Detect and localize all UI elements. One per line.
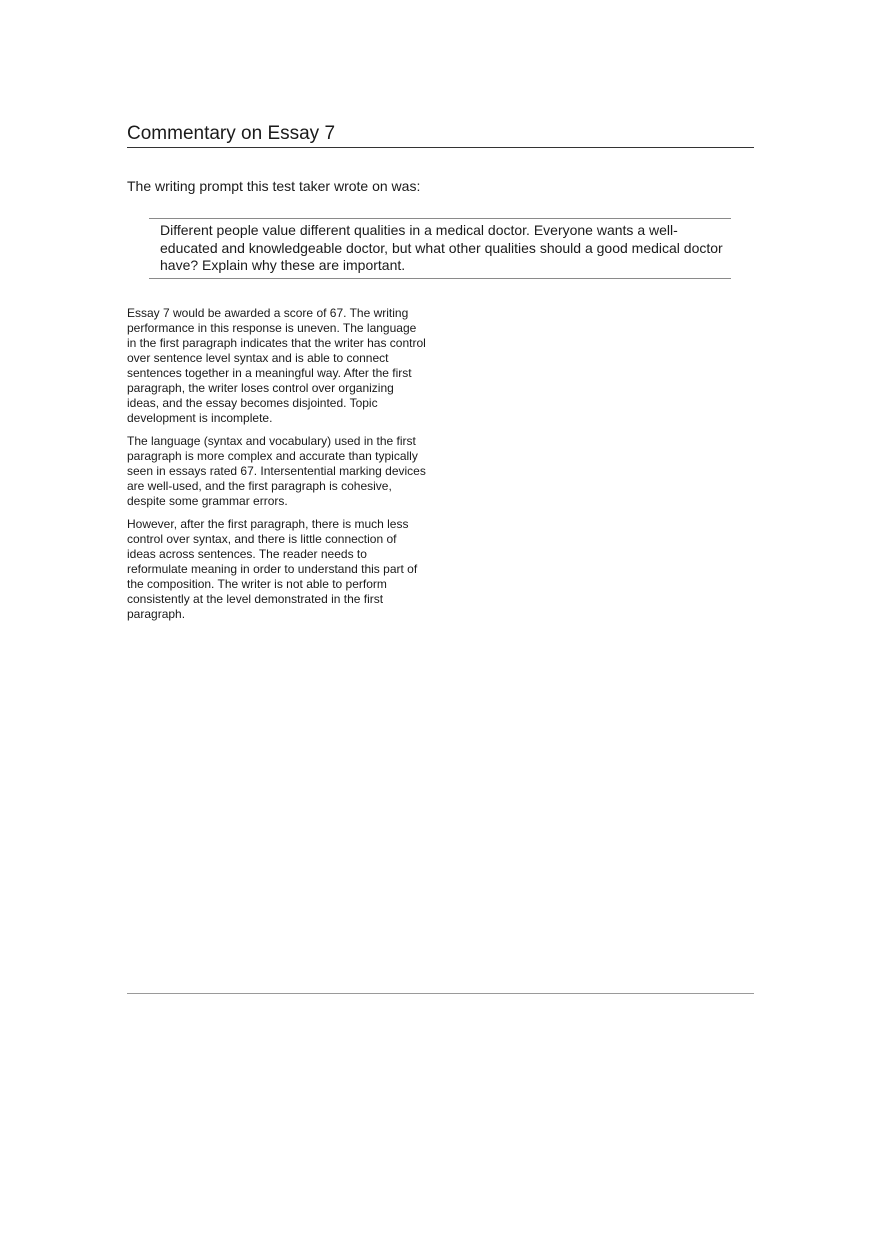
footer-divider	[127, 993, 754, 994]
prompt-text: Different people value different qualities in a medical doctor. Everyone wants a well-educated and knowledgeable doctor, but what other qualities should a good medical doctor have? Explain why these are important.	[160, 222, 723, 273]
page-title: Commentary on Essay 7	[127, 122, 754, 148]
commentary-paragraph: Essay 7 would be awarded a score of 67. The writing performance in this response is uneven. The language in the first paragraph indicates that the writer has control over sentence level syntax and is able to connect sentences together in a meaningful way. After the first paragraph, the writer loses control over organizing ideas, and the essay becomes disjointed. Topic development is incomplete.	[127, 306, 426, 425]
prompt-box	[149, 218, 731, 279]
commentary-paragraph: However, after the first paragraph, there is much less control over syntax, and there is little connection of ideas across sentences. The reader needs to reformulate meaning in order to understand this part of the composition. The writer is not able to perform consistently at the level demonstrated in the first paragraph.	[127, 517, 418, 621]
commentary-paragraph: The language (syntax and vocabulary) used in the first paragraph is more complex and accurate than typically seen in essays rated 67. Intersentential marking devices are well-used, and the first paragraph is cohesive, despite some grammar errors.	[127, 434, 426, 508]
commentary-section	[127, 306, 427, 630]
prompt-intro: The writing prompt this test taker wrote on was:	[127, 178, 421, 194]
